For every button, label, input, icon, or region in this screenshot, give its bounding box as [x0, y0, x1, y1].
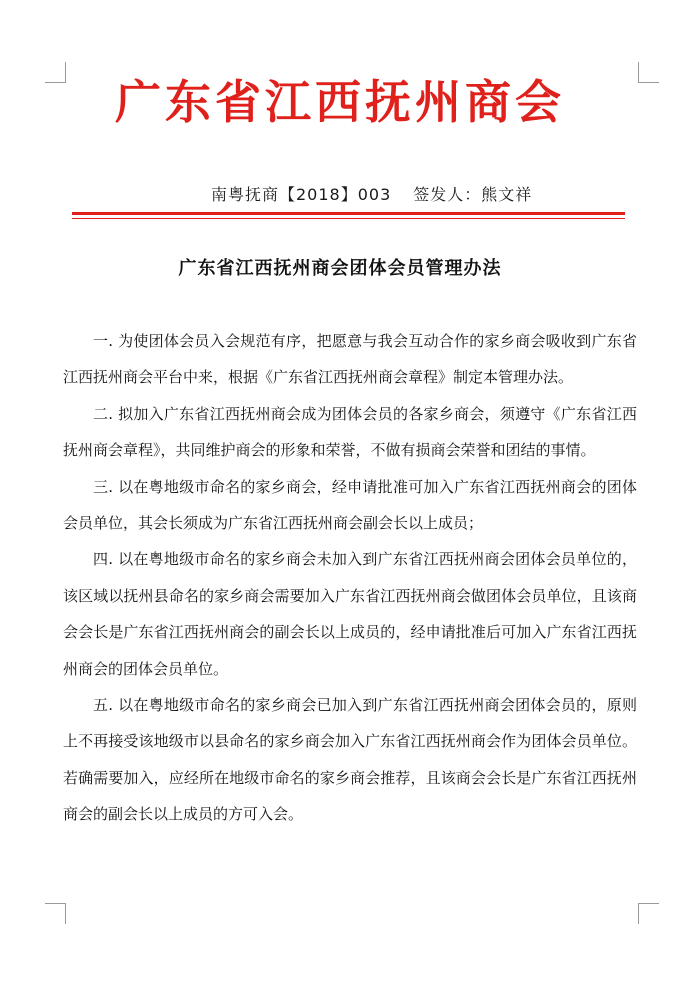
- issuer: 签发人：熊文祥: [413, 185, 533, 204]
- document-body: [63, 323, 637, 833]
- paragraph-2: 二. 拟加入广东省江西抚州商会成为团体会员的各家乡商会，须遵守《广东省江西抚州商会章程》，共同维护商会的形象和荣誉，不做有损商会荣誉和团结的事情。: [63, 404, 637, 460]
- document-title: 广东省江西抚州商会团体会员管理办法: [178, 258, 502, 279]
- document-number: 南粤抚商【2018】003: [211, 185, 392, 204]
- paragraph-4: 四. 以在粤地级市命名的家乡商会未加入到广东省江西抚州商会团体会员单位的，该区域以抚州县命名的家乡商会需要加入广东省江西抚州商会做团体会员单位，且该商会会长是广东省江西抚州商会的副会长以上成员的，经申请批准后可加入广东省江西抚州商会的团体会员单位。: [63, 550, 637, 678]
- red-rule-thin: [72, 218, 625, 219]
- crop-mark-bottom-left: [45, 903, 66, 924]
- paragraph-1: 一. 为使团体会员入会规范有序，把愿意与我会互动合作的家乡商会吸收到广东省江西抚州商会平台中来，根据《广东省江西抚州商会章程》制定本管理办法。: [63, 332, 637, 387]
- masthead-org-name: 广东省江西抚州商会: [115, 75, 565, 129]
- paragraph-5: 五. 以在粤地级市命名的家乡商会已加入到广东省江西抚州商会团体会员的，原则上不再接受该地级市以县命名的家乡商会加入广东省江西抚州商会作为团体会员单位。若确需要加入，应经所在地级市命名的家乡商会推荐，且该商会会长是广东省江西抚州商会的副会长以上成员的方可入会。: [63, 696, 637, 824]
- crop-mark-bottom-right: [638, 903, 659, 924]
- paragraph-3: 三. 以在粤地级市命名的家乡商会，经申请批准可加入广东省江西抚州商会的团体会员单位，其会长须成为广东省江西抚州商会副会长以上成员；: [63, 477, 637, 533]
- document-number-line: [211, 182, 532, 205]
- red-rule-thick: [72, 212, 625, 215]
